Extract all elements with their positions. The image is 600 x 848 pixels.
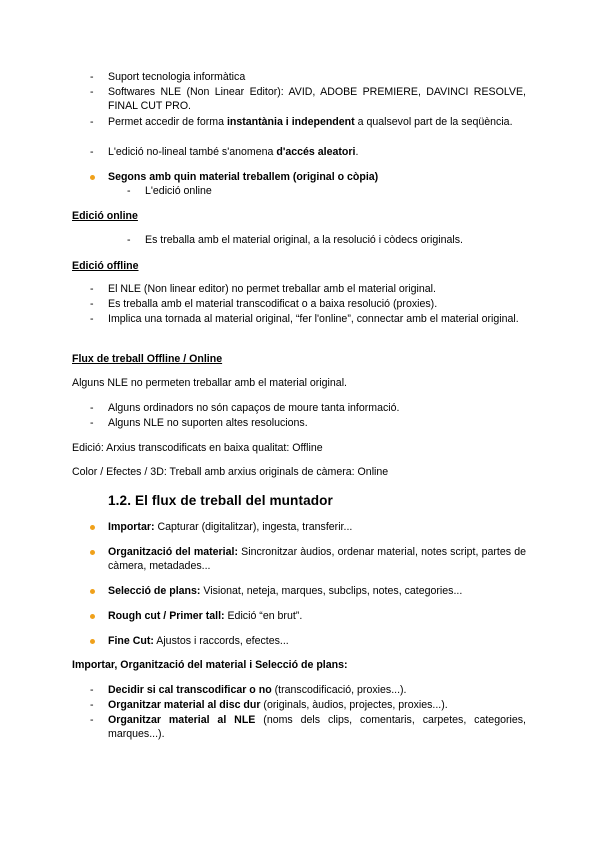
paragraph: Color / Efectes / 3D: Treball amb arxius originals de càmera: Online bbox=[72, 466, 389, 478]
list-item: - Suport tecnologia informàtica bbox=[90, 71, 246, 83]
bullet-item: Selecció de plans: Visionat, neteja, marques, subclips, notes, categories... bbox=[90, 585, 526, 599]
list-item: - Organitzar material al NLE (noms dels clips, comentaris, carpetes, categories, marques...). bbox=[90, 714, 526, 740]
bullet-icon bbox=[90, 589, 95, 594]
heading-edicio-online: Edició online bbox=[72, 210, 138, 222]
list-item: - Implica una tornada al material original, “fer l'online”, connectar amb el material original. bbox=[90, 313, 519, 325]
bullet-icon bbox=[90, 175, 95, 180]
list-item: - Alguns NLE no suporten altes resolucions. bbox=[90, 417, 308, 429]
paragraph: Edició: Arxius transcodificats en baixa qualitat: Offline bbox=[72, 442, 323, 454]
bullet-item: Rough cut / Primer tall: Edició “en brut”. bbox=[90, 610, 526, 624]
list-item: - L'edició no-lineal també s'anomena d'accés aleatori. bbox=[90, 146, 359, 158]
list-item: - El NLE (Non linear editor) no permet treballar amb el material original. bbox=[90, 283, 436, 295]
list-item: - Es treballa amb el material transcodificat o a baixa resolució (proxies). bbox=[90, 298, 438, 310]
list-item: - L'edició online bbox=[127, 185, 212, 197]
bullet-item: Organització del material: Sincronitzar àudios, ordenar material, notes script, partes de càmera, metadades... bbox=[90, 546, 526, 573]
bullet-item: Fine Cut: Ajustos i raccords, efectes... bbox=[90, 635, 526, 649]
list-item: - Permet accedir de forma instantània i independent a qualsevol part de la seqüència. bbox=[90, 116, 513, 128]
list-item: - Alguns ordinadors no són capaços de moure tanta informació. bbox=[90, 402, 400, 414]
paragraph: Alguns NLE no permeten treballar amb el material original. bbox=[72, 377, 347, 389]
list-item: - Es treballa amb el material original, a la resolució i còdecs originals. bbox=[127, 234, 463, 246]
bullet-item: Segons amb quin material treballem (original o còpia) bbox=[90, 171, 526, 185]
bullet-item: Importar: Capturar (digitalitzar), ingesta, transferir... bbox=[90, 521, 526, 535]
heading-edicio-offline: Edició offline bbox=[72, 260, 139, 272]
section-title: 1.2. El flux de treball del muntador bbox=[108, 493, 333, 508]
list-item: - Decidir si cal transcodificar o no (transcodificació, proxies...). bbox=[90, 684, 407, 696]
heading-flux-treball: Flux de treball Offline / Online bbox=[72, 353, 223, 365]
bullet-icon bbox=[90, 550, 95, 555]
heading-importar: Importar, Organització del material i Selecció de plans: bbox=[72, 659, 348, 671]
bullet-icon bbox=[90, 614, 95, 619]
list-item: - Organitzar material al disc dur (originals, àudios, projectes, proxies...). bbox=[90, 699, 448, 711]
bullet-icon bbox=[90, 639, 95, 644]
bullet-icon bbox=[90, 525, 95, 530]
list-item: - Softwares NLE (Non Linear Editor): AVID, ADOBE PREMIERE, DAVINCI RESOLVE, FINAL CUT PRO. bbox=[90, 86, 526, 112]
